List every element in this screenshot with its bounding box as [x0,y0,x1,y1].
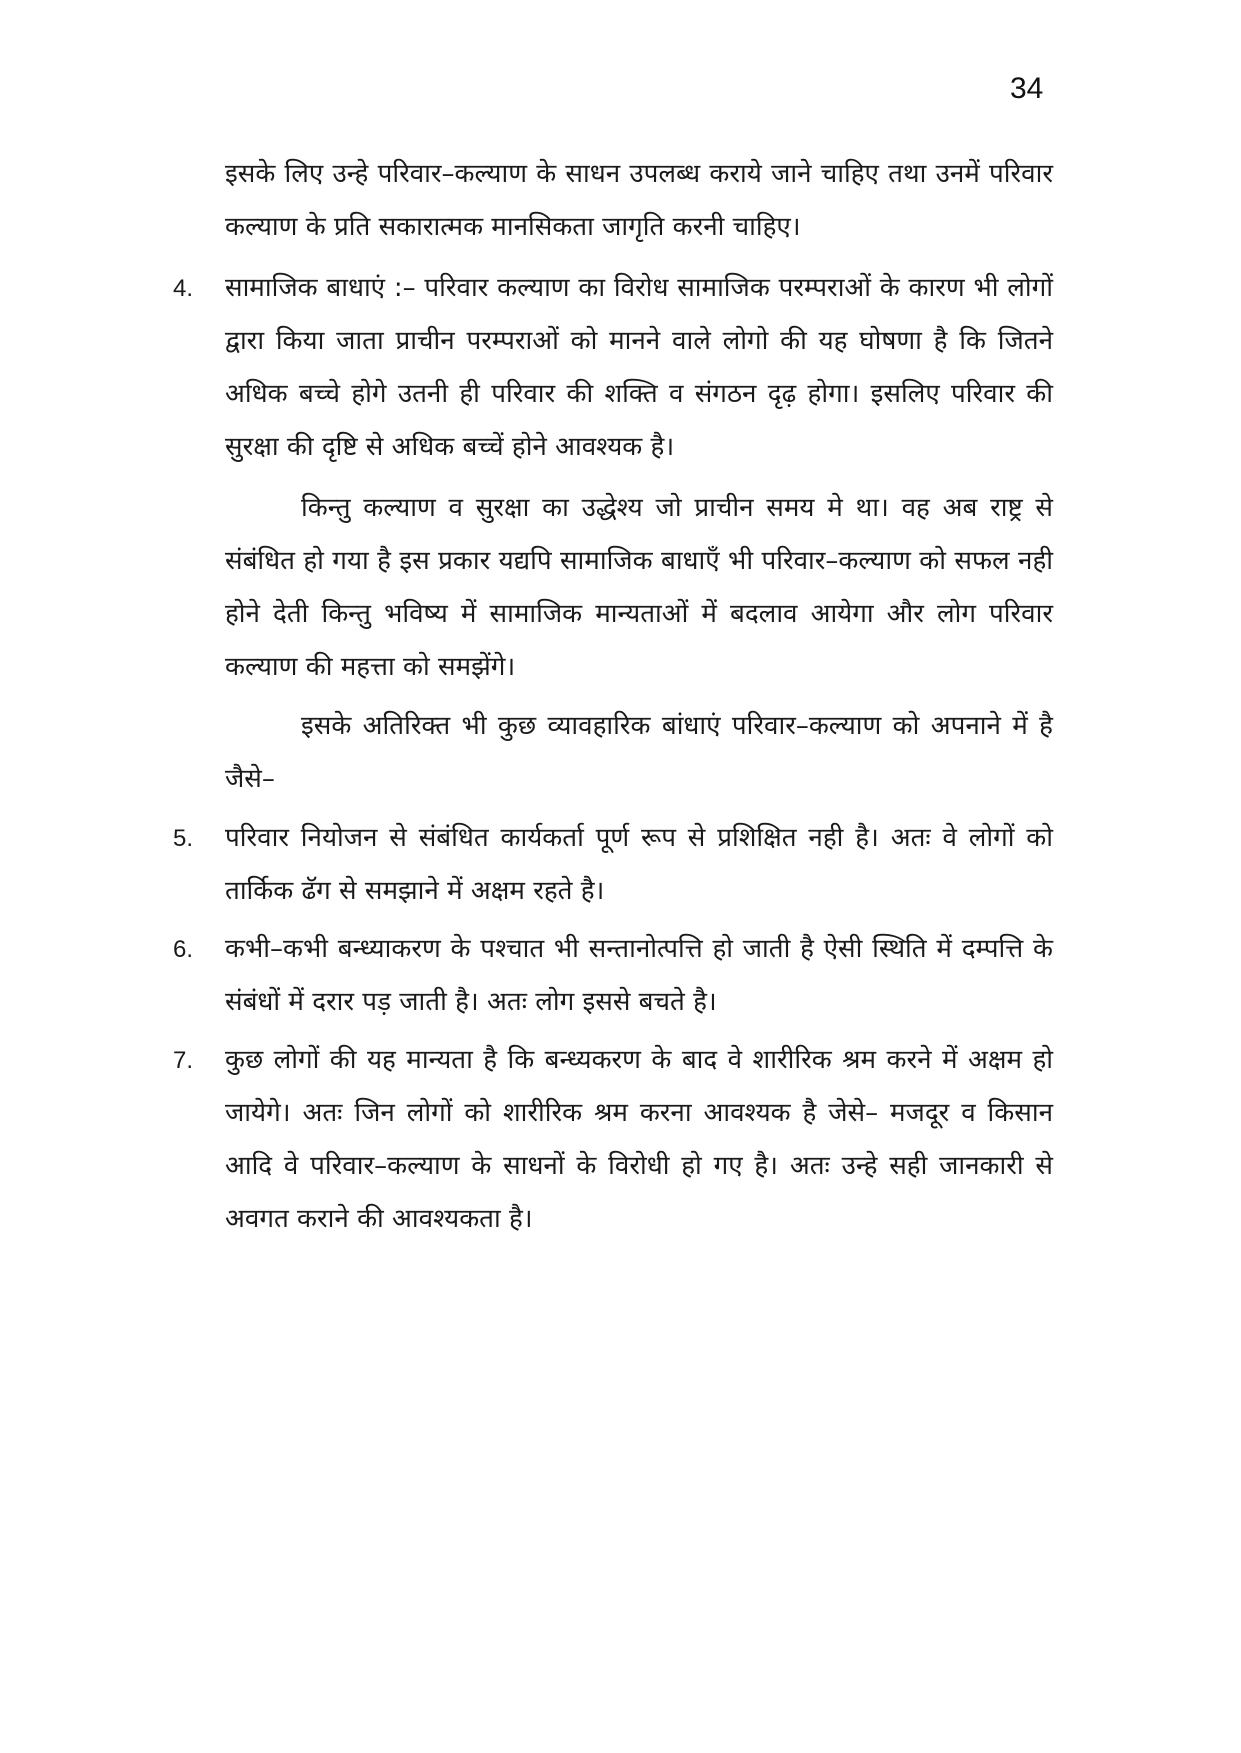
continuation-paragraph: किन्तु कल्याण व सुरक्षा का उद्धेश्य जो प्राचीन समय मे था। वह अब राष्ट्र से संबंधित हो गया है इस प्रकार यद्यपि सामाजिक बाधाएँ भी परिवार–कल्याण को सफल नही होने देती किन्तु भविष्य में सामाजिक मान्यताओं में बदलाव आयेगा और लोग परिवार कल्याण की महत्ता को समझेंगे। [225,493,1053,682]
list-item-6 [173,923,1053,1029]
item-6-body [225,923,1053,1029]
item-6-text: कभी–कभी बन्ध्याकरण के पश्चात भी सन्तानोत्पत्ति हो जाती है ऐसी स्थिति में दम्पत्ति के संबंधों में दरार पड़ जाती है। अतः लोग इससे बचते है। [225,934,1053,1017]
item-4-body [225,262,1053,474]
document-body [173,148,1053,1246]
item-5-text: परिवार नियोजन से संबंधित कार्यकर्ता पूर्ण रूप से प्रशिक्षित नही है। अतः वे लोगों को तार्किक ढॅग से समझाने में अक्षम रहते है। [225,823,1053,906]
list-item-7 [173,1034,1053,1246]
item-7-number: 7. [173,1047,194,1074]
additional-paragraph: इसके अतिरिक्त भी कुछ व्यावहारिक बांधाएं परिवार–कल्याण को अपनाने में है जैसे– [225,711,1053,794]
item-5-number: 5. [173,825,194,852]
item-4-number: 4. [173,275,194,302]
list-item-5 [173,812,1053,918]
list-item-4 [173,262,1053,474]
item-5-body [225,812,1053,918]
item-7-body [225,1034,1053,1246]
page-number: 34 [1010,72,1044,105]
intro-paragraph: इसके लिए उन्हे परिवार–कल्याण के साधन उपलब्ध कराये जाने चाहिए तथा उनमें परिवार कल्याण के प्रति सकारात्मक मानसिकता जागृति करनी चाहिए। [225,159,1053,242]
item-7-text: कुछ लोगों की यह मान्यता है कि बन्ध्यकरण के बाद वे शारीरिक श्रम करने में अक्षम हो जायेगे। अतः जिन लोगों को शारीरिक श्रम करना आवश्यक है जेसे– मजदूर व किसान आदि वे परिवार–कल्याण के साधनों के विरोधी हो गए है। अतः उन्हे सही जानकारी से अवगत कराने की आवश्यकता है। [225,1045,1053,1234]
item-6-number: 6. [173,936,194,963]
item-4-text: सामाजिक बाधाएं :– परिवार कल्याण का विरोध सामाजिक परम्पराओं के कारण भी लोगों द्वारा किया जाता प्राचीन परम्पराओं को मानने वाले लोगो की यह घोषणा है कि जितने अधिक बच्चे होगे उतनी ही परिवार की शक्ति व संगठन दृढ़ होगा। इसलिए परिवार की सुरक्षा की दृष्टि से अधिक बच्चें होने आवश्यक है। [225,273,1053,462]
